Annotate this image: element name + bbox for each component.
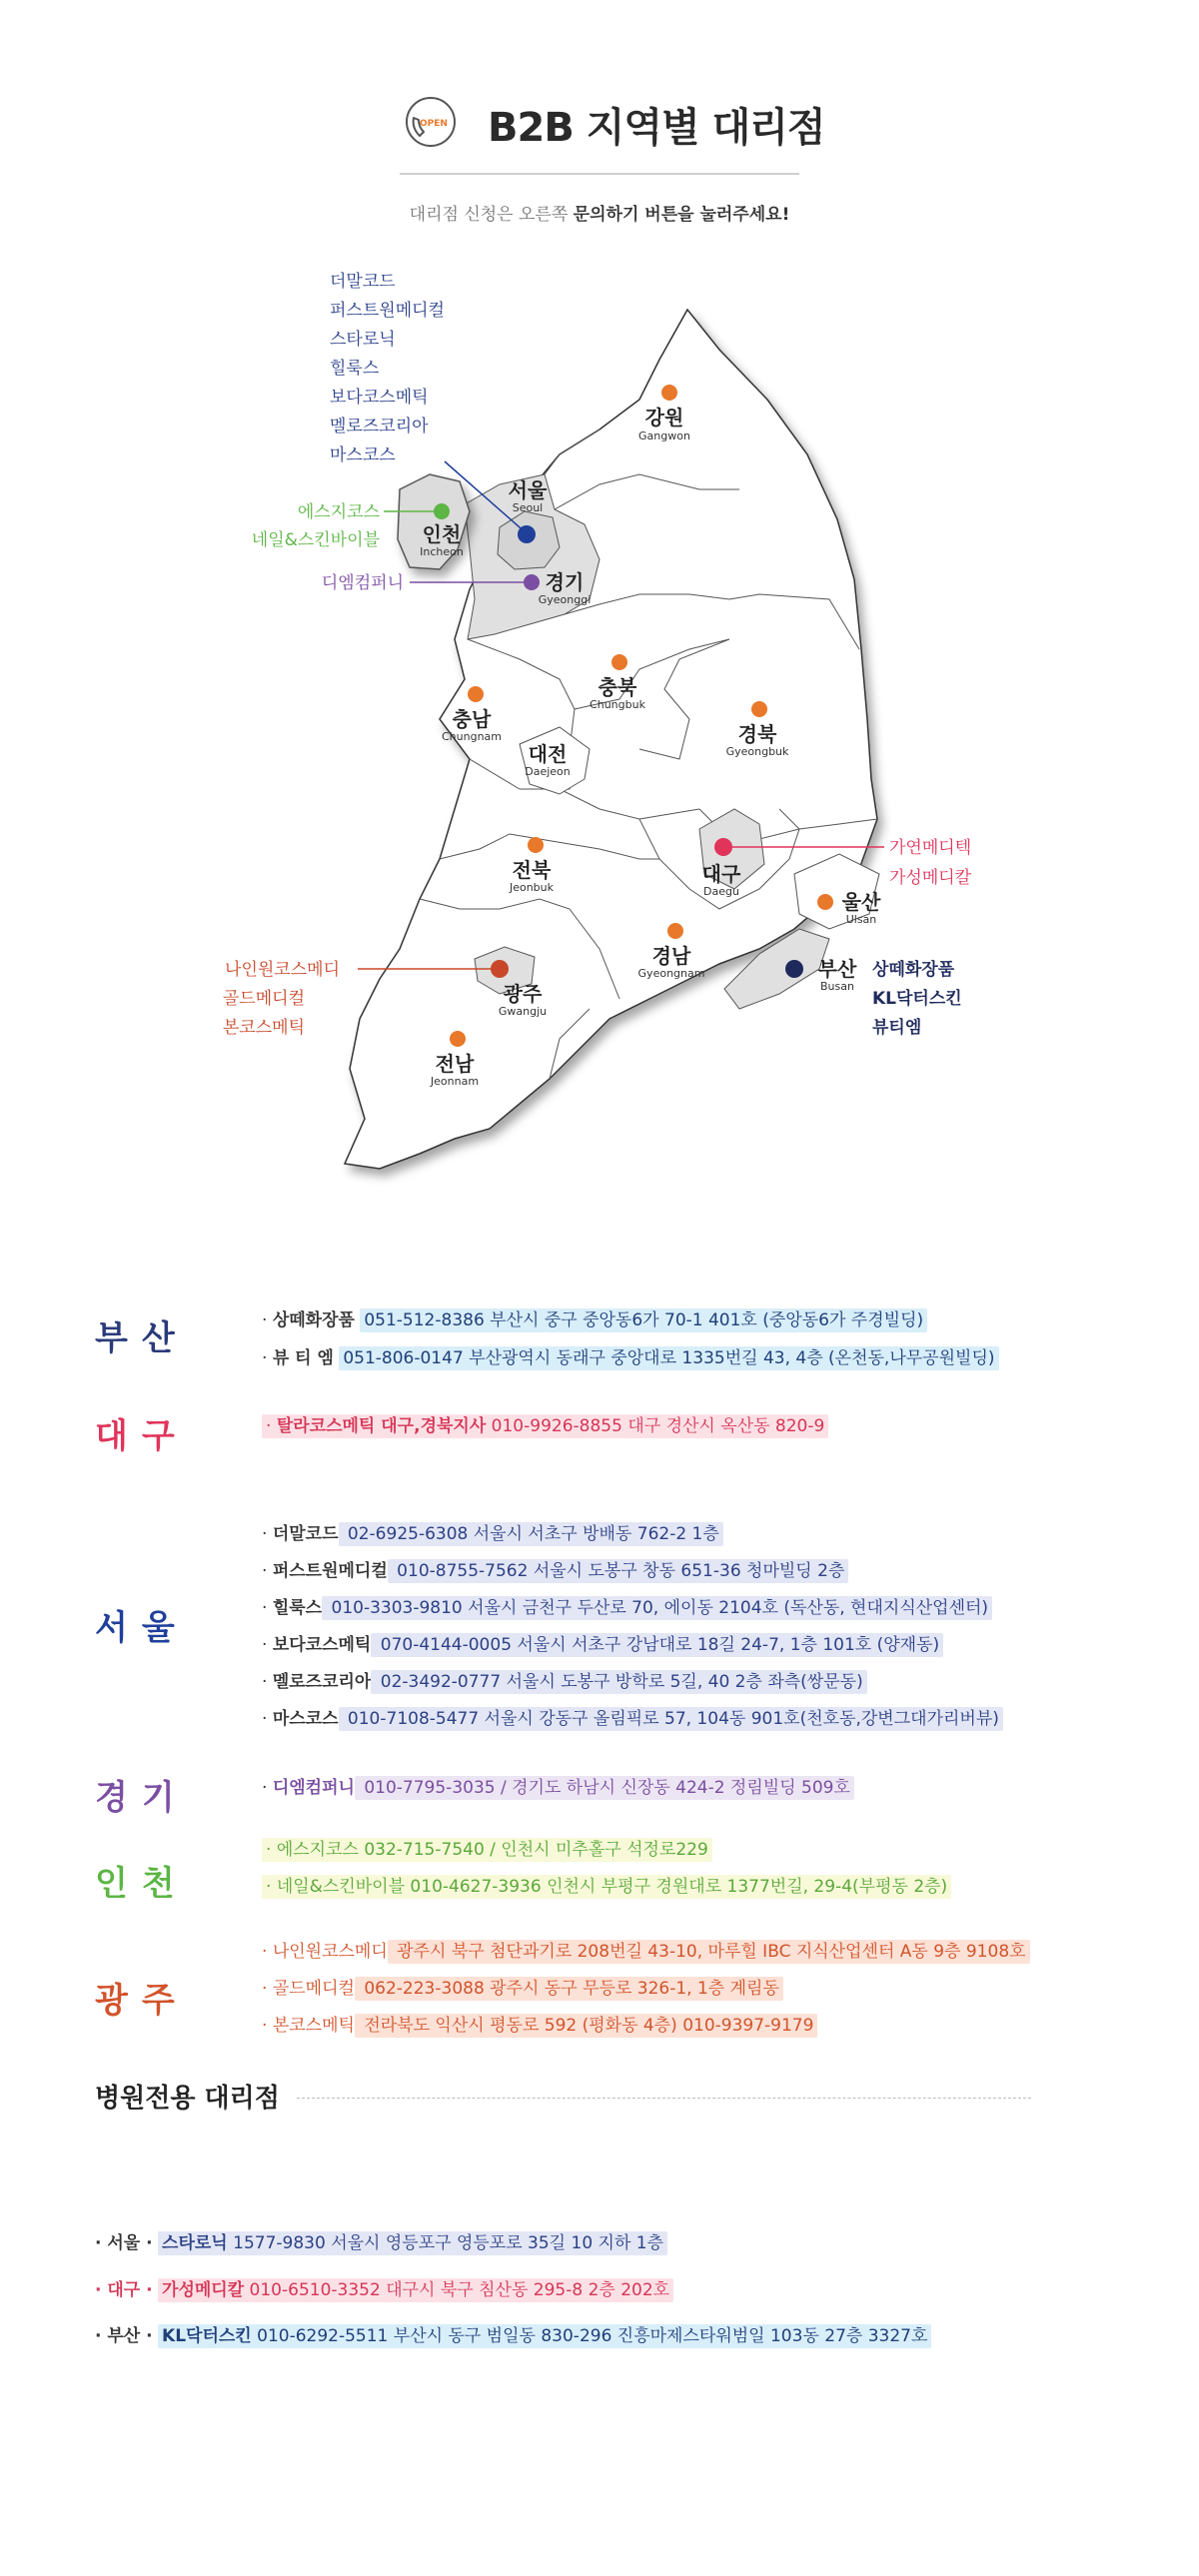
seoul-callout-item[interactable]: 더말코드 [330,272,396,292]
hospital-dealer-info: 010-6510-3352 대구시 북구 침산동 295-8 2층 202호 [244,2280,670,2300]
region-sub-ulsan: Ulsan [845,913,877,926]
region-sub-daejeon: Daejeon [525,765,571,778]
hospital-city: · 부산 · [95,2326,153,2346]
dealer-row[interactable]: · 나인원코스메디 광주시 북구 첨단과기로 208번길 43-10, 마루힐 IBC 지식산업센터 A동 9층 9108호 [262,1938,1030,1966]
gyeonggi-callout [322,572,404,593]
region-label-ulsan: 울산 [841,890,881,914]
dealer-name: 뷰 티 엠 [272,1348,334,1368]
dealer-info: 051-512-8386 부산시 중구 중앙동6가 70-1 401호 (중앙동6가 주경빌딩) [360,1308,927,1332]
region-sub-seoul: Seoul [512,501,544,514]
jeonnam-dot[interactable] [450,1031,466,1047]
seoul-dot[interactable] [518,525,536,543]
hospital-city: · 대구 · [95,2280,153,2300]
korea-region-map [0,250,1199,1219]
dealer-info: 010-7108-5477 서울시 강동구 올림픽로 57, 104동 901호(천호동,강변그대가리버뷰) [339,1707,1003,1731]
region-title-gwangju: 광주 [95,1981,189,2021]
region-sub-gyeonggi: Gyeonggi [538,593,592,606]
dealer-row[interactable]: · 힐룩스 010-3303-9810 서울시 금천구 두산로 70, 에이동 2104호 (독산동, 현대지식산업센터) [262,1594,992,1622]
dealer-name: 네일&스킨바이블 [276,1877,406,1897]
hospital-dealer-info: 010-6292-5511 부산시 동구 범일동 830-296 진흥마제스타워범일 103동 27층 3327호 [251,2326,928,2346]
dealer-info: 광주시 북구 첨단과기로 208번길 43-10, 마루힐 IBC 지식산업센터 A동 9층 9108호 [388,1940,1030,1964]
dealer-info: 02-6925-6308 서울시 서초구 방배동 762-2 1층 [339,1522,723,1546]
gyeonggi-callout-item[interactable]: 디엠컴퍼니 [321,573,404,593]
gwangju-callout-item[interactable]: 골드메디컬 [222,989,305,1009]
seoul-callout-item[interactable]: 마스코스 [330,445,396,465]
dealer-row[interactable]: · 보다코스메틱 070-4144-0005 서울시 서초구 강남대로 18길 24-7, 1층 101호 (양재동) [262,1631,943,1659]
dealer-info: 070-4144-0005 서울시 서초구 강남대로 18길 24-7, 1층 101호 (양재동) [371,1633,943,1657]
dealer-name: 보다코스메틱 [272,1635,372,1655]
dealer-row[interactable]: · 퍼스트원메디컬 010-8755-7562 서울시 도봉구 창동 651-36 청마빌딩 2층 [262,1557,848,1585]
open-badge-text: OPEN [420,119,448,129]
dealer-name: 마스코스 [272,1709,339,1729]
region-sub-jeonbuk: Jeonbuk [509,881,555,894]
region-label-gyeongbuk: 경북 [737,722,777,746]
dealer-info: 010-4627-3936 인천시 부평구 경원대로 1377번길, 29-4(부평동 2층) [405,1877,948,1897]
busan-callout-item[interactable]: KL닥터스킨 [872,989,962,1009]
chungbuk-dot[interactable] [611,654,627,670]
dealer-row[interactable]: · 본코스메틱 전라북도 익산시 평동로 592 (평화동 4층) 010-9397-9179 [262,2012,817,2040]
dealer-info: 010-9926-8855 대구 경산시 옥산동 820-9 [486,1416,825,1436]
dealer-row[interactable]: · 네일&스킨바이블 010-4627-3936 인천시 부평구 경원대로 1377번길, 29-4(부평동 2층) [262,1873,951,1901]
gyeongnam-dot[interactable] [667,923,683,939]
incheon-callout-item[interactable]: 에스지코스 [297,502,380,522]
phone-open-icon [405,96,457,148]
page-subtitle [0,200,1199,225]
seoul-callout-item[interactable]: 스타로닉 [330,330,396,350]
dealer-name: 디엠컴퍼니 [272,1778,355,1798]
region-label-jeonnam: 전남 [435,1052,475,1076]
busan-callout-item[interactable]: 뷰티엠 [872,1018,922,1038]
region-label-daegu: 대구 [701,862,741,886]
region-title-incheon: 인천 [95,1864,189,1904]
dealer-info: 010-8755-7562 서울시 도봉구 창동 651-36 청마빌딩 2층 [388,1559,849,1583]
dealer-name: 탈라코스메틱 대구,경북지사 [276,1416,487,1436]
dealer-name: 골드메디컬 [272,1979,355,1999]
dealer-row[interactable]: · 뷰 티 엠 051-806-0147 부산광역시 동래구 중앙대로 1335번길 43, 4층 (온천동,나무공원빌딩) [262,1344,999,1372]
dealer-name: 나인원코스메디 [272,1942,388,1962]
gwangju-callout-item[interactable]: 본코스메틱 [222,1018,305,1038]
region-label-busan: 부산 [817,957,857,981]
hospital-dealer-info: 1577-9830 서울시 영등포구 영등포로 35길 10 지하 1층 [227,2233,664,2253]
region-label-gyeongnam: 경남 [651,944,691,968]
daegu-callout [889,837,972,888]
region-title-daegu: 대구 [95,1416,189,1456]
gyeongbuk-dot[interactable] [751,701,767,717]
seoul-callout-item[interactable]: 퍼스트원메디컬 [330,301,445,321]
hospital-dealer-row[interactable] [95,2276,673,2304]
hospital-section-divider [297,2098,1031,2099]
hospital-dealer-row[interactable] [95,2229,667,2257]
subtitle-prefix: 대리점 신청은 오른쪽 [409,205,574,225]
region-sub-chungnam: Chungnam [441,730,503,743]
dealer-name: 상떼화장품 [272,1310,355,1330]
busan-dot[interactable] [785,960,803,978]
page-title: B2B 지역별 대리점 [488,105,825,151]
hospital-dealer-name: 스타로닉 [162,2233,228,2253]
dealer-info: 전라북도 익산시 평동로 592 (평화동 4층) 010-9397-9179 [355,2014,818,2038]
gyeonggi-dot[interactable] [524,574,540,590]
region-label-gwangju: 광주 [503,982,543,1006]
region-label-gyeonggi: 경기 [545,570,585,594]
busan-callout [872,959,962,1038]
dealer-row[interactable]: · 멜로즈코리아 02-3492-0777 서울시 도봉구 방학로 5길, 40 2층 좌측(쌍문동) [262,1668,867,1696]
seoul-callout-item[interactable]: 멜로즈코리아 [330,417,429,436]
region-label-seoul: 서울 [508,478,548,502]
region-label-chungnam: 충남 [452,707,492,731]
region-title-busan: 부산 [95,1318,189,1358]
dealer-info: 010-7795-3035 / 경기도 하남시 신장동 424-2 정림빌딩 509호 [355,1776,854,1800]
busan-callout-item[interactable]: 상떼화장품 [872,960,955,980]
dealer-name: 퍼스트원메디컬 [272,1561,388,1581]
region-sub-gangwon: Gangwon [638,429,690,442]
region-label-daejeon: 대전 [528,742,568,766]
dealer-info: 010-3303-9810 서울시 금천구 두산로 70, 에이동 2104호 (독산동, 현대지식산업센터) [322,1596,992,1620]
daegu-callout-item[interactable]: 가연메디텍 [889,838,972,858]
region-label-chungbuk: 충북 [598,675,637,699]
incheon-callout [252,502,381,550]
region-sub-busan: Busan [820,980,854,993]
gwangju-dot[interactable] [491,960,509,978]
dealer-row[interactable]: · 골드메디컬 062-223-3088 광주시 동구 무등로 326-1, 1층 계림동 [262,1975,783,2003]
incheon-callout-item[interactable]: 네일&스킨바이블 [251,530,380,550]
daegu-dot[interactable] [714,838,732,856]
dealer-row[interactable]: · 더말코드 02-6925-6308 서울시 서초구 방배동 762-2 1층 [262,1520,723,1548]
dealer-info: 062-223-3088 광주시 동구 무등로 326-1, 1층 계림동 [355,1977,783,2001]
dealer-name: 본코스메틱 [272,2016,355,2036]
region-sub-incheon: Incheon [420,545,464,558]
region-sub-gyeongbuk: Gyeongbuk [725,745,789,758]
dealer-row[interactable]: · 탈라코스메틱 대구,경북지사 010-9926-8855 대구 경산시 옥산동 820-9 [262,1412,828,1440]
header-divider [400,173,799,175]
daegu-callout-item[interactable]: 가성메디칼 [889,868,972,888]
mainland-outline [345,310,877,1169]
incheon-dot[interactable] [434,503,450,519]
dealer-info: 032-715-7540 / 인천시 미추홀구 석정로229 [358,1840,708,1860]
region-sub-jeonnam: Jeonnam [430,1075,480,1088]
gwangju-callout [223,959,340,1038]
region-title-gyeonggi: 경기 [95,1778,189,1818]
hospital-dealer-row[interactable] [95,2322,931,2350]
dealer-name: 힐룩스 [272,1598,323,1618]
region-label-gangwon: 강원 [644,406,684,429]
hospital-city: · 서울 · [95,2233,153,2253]
region-label-jeonbuk: 전북 [512,858,552,882]
jeonbuk-dot[interactable] [528,837,544,853]
hospital-dealer-name: KL닥터스킨 [162,2326,252,2346]
subtitle-emphasis: 문의하기 버튼을 눌러주세요! [573,205,790,225]
region-sub-gyeongnam: Gyeongnam [637,967,705,980]
region-sub-chungbuk: Chungbuk [590,698,645,711]
region-label-incheon: 인천 [422,522,462,546]
dealer-name: 멜로즈코리아 [272,1672,372,1692]
hospital-section-title: 병원전용 대리점 [95,2084,280,2114]
dealer-row[interactable]: · 디엠컴퍼니 010-7795-3035 / 경기도 하남시 신장동 424-2 정림빌딩 509호 [262,1774,854,1802]
ulsan-dot[interactable] [817,894,833,910]
gangwon-dot[interactable] [661,385,677,401]
dealer-name: 더말코드 [272,1524,339,1544]
region-sub-gwangju: Gwangju [498,1005,548,1018]
chungnam-dot[interactable] [468,686,484,702]
dealer-info: 02-3492-0777 서울시 도봉구 방학로 5길, 40 2층 좌측(쌍문동) [371,1670,866,1694]
gwangju-callout-item[interactable]: 나인원코스메디 [225,960,340,980]
dealer-name: 에스지코스 [276,1840,359,1860]
region-sub-daegu: Daegu [703,885,739,898]
hospital-dealer-name: 가성메디칼 [162,2280,245,2300]
dealer-row[interactable]: · 에스지코스 032-715-7540 / 인천시 미추홀구 석정로229 [262,1836,712,1864]
seoul-callout [330,271,445,465]
region-title-seoul: 서울 [95,1608,189,1648]
dealer-info: 051-806-0147 부산광역시 동래구 중앙대로 1335번길 43, 4층 (온천동,나무공원빌딩) [339,1346,998,1370]
seoul-callout-item[interactable]: 힐룩스 [330,359,380,379]
dealer-row[interactable]: · 마스코스 010-7108-5477 서울시 강동구 올림픽로 57, 104동 901호(천호동,강변그대가리버뷰) [262,1705,1003,1733]
dealer-row[interactable]: · 상떼화장품 051-512-8386 부산시 중구 중앙동6가 70-1 401호 (중앙동6가 주경빌딩) [262,1306,927,1334]
seoul-callout-item[interactable]: 보다코스메틱 [330,388,429,408]
